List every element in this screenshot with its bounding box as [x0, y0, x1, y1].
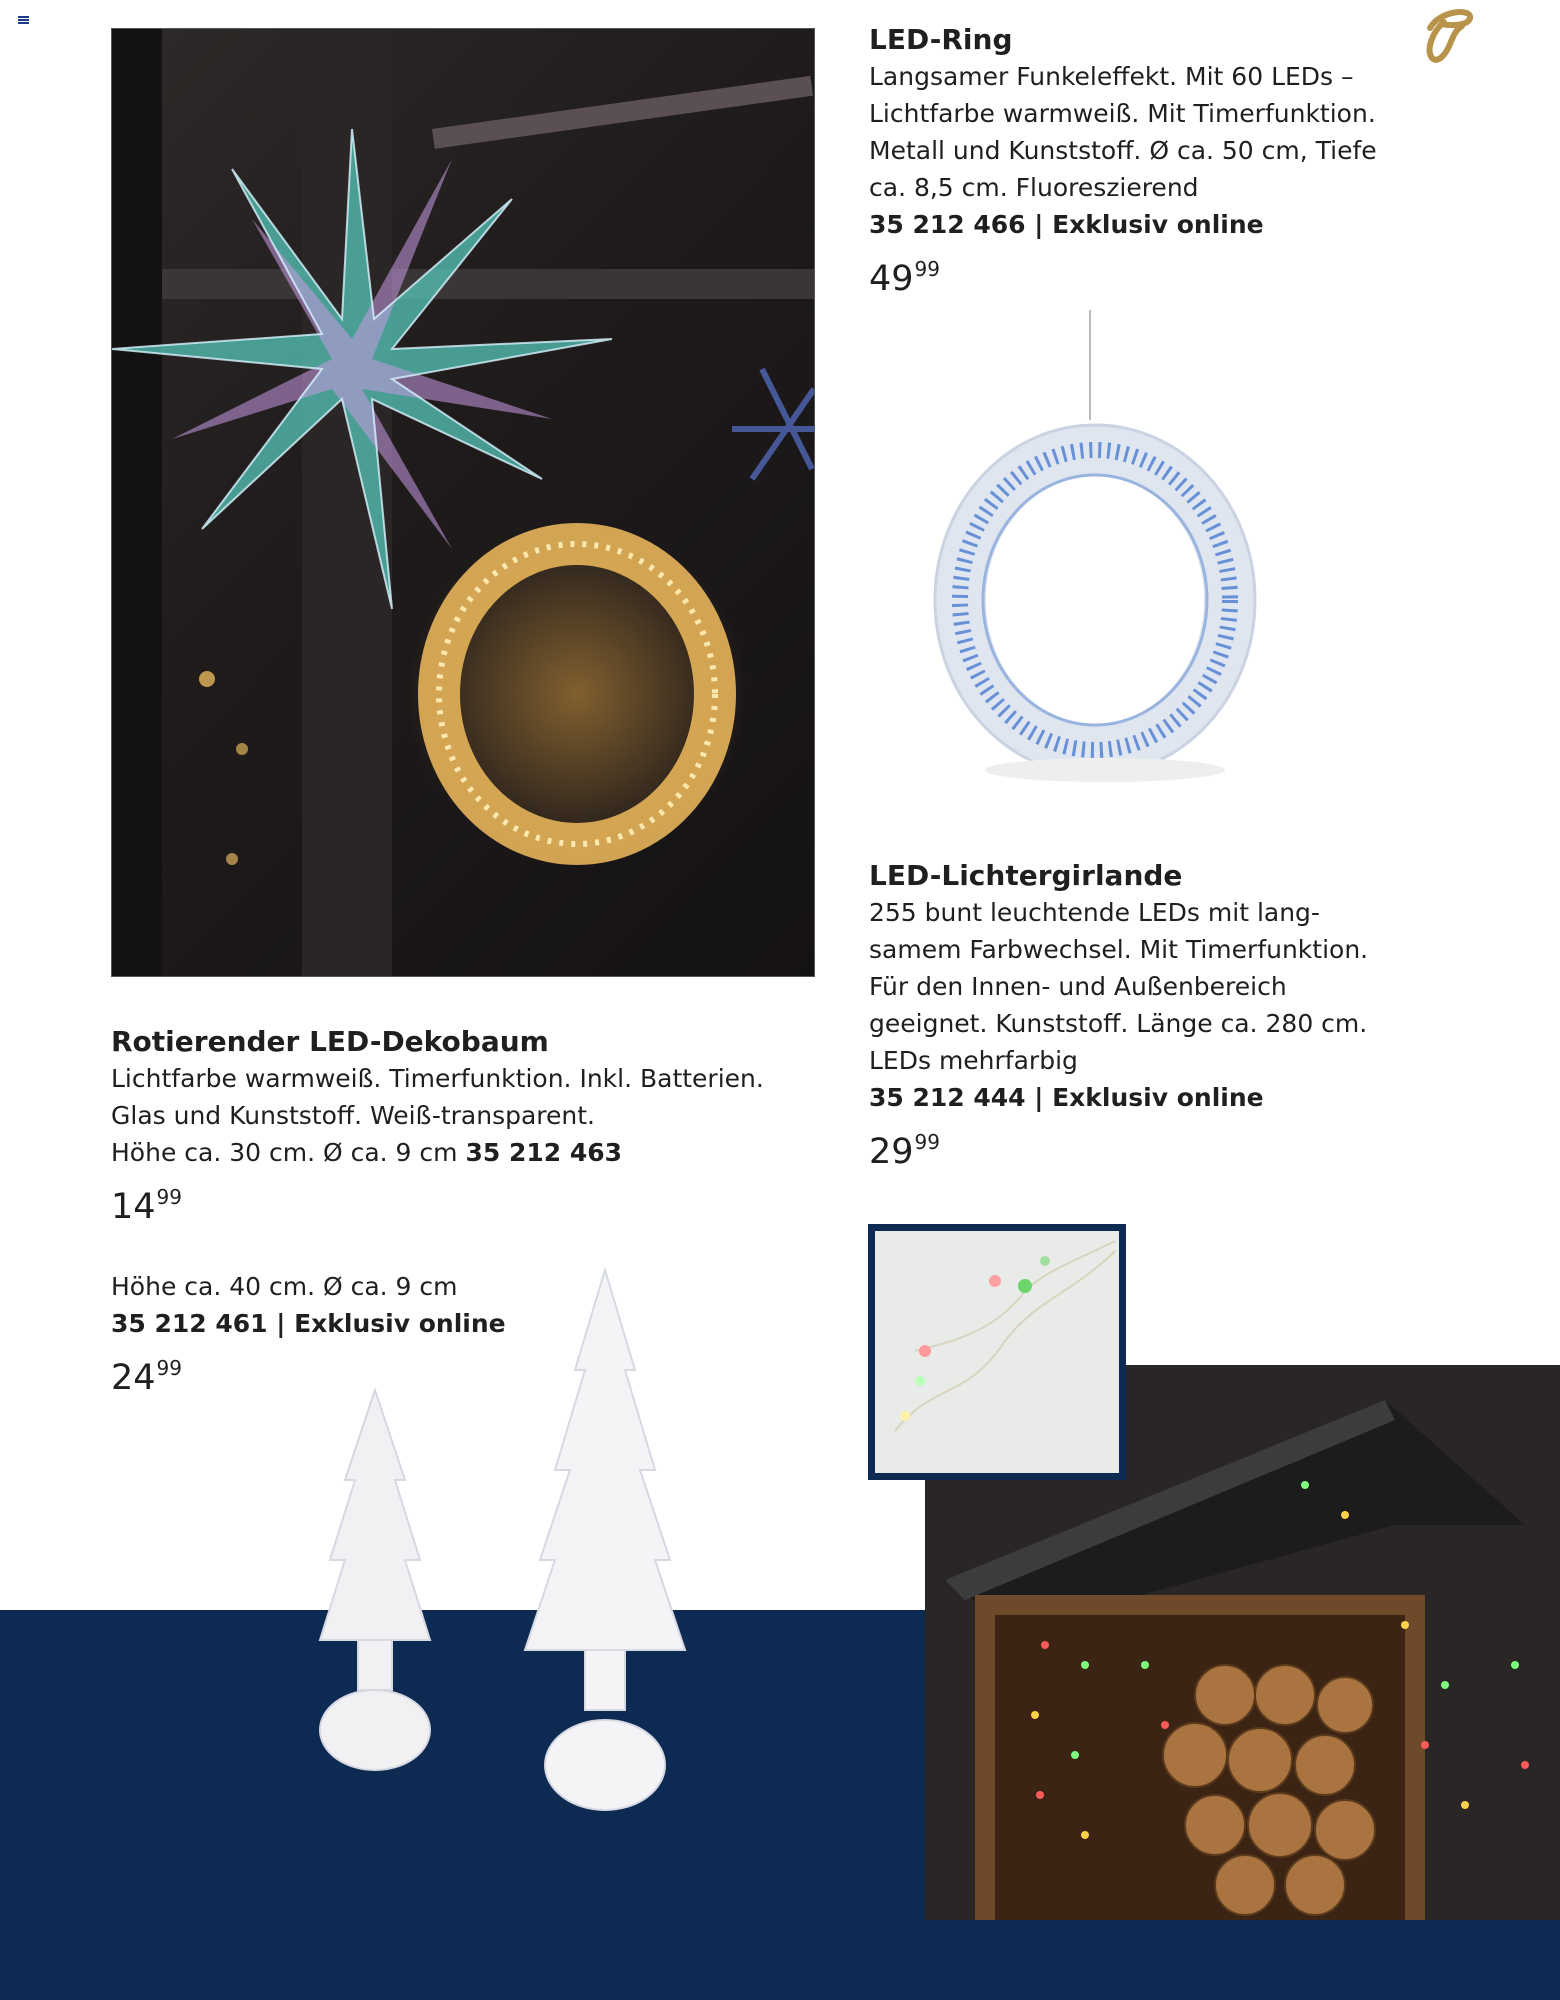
description-line: ca. 8,5 cm. Fluoreszierend [869, 173, 1199, 202]
description-line: Langsamer Funkeleffekt. Mit 60 LEDs – [869, 62, 1354, 91]
size-line: Höhe ca. 40 cm. Ø ca. 9 cm [111, 1272, 458, 1301]
product-title: LED-Ring [869, 23, 1013, 56]
price-main: 29 [869, 1132, 914, 1172]
menu-icon[interactable] [18, 16, 29, 24]
sku: 35 212 463 [465, 1138, 623, 1167]
description-line: Lichtfarbe warmweiß. Mit Timerfunktion. [869, 99, 1376, 128]
description-line: 255 bunt leuchtende LEDs mit lang- [869, 898, 1320, 927]
price [111, 1175, 831, 1229]
size-and-sku-line [111, 1134, 831, 1171]
price [869, 1120, 1469, 1174]
led-tree-info [111, 1024, 831, 1264]
led-garland-info [869, 858, 1469, 1209]
description-line: Metall und Kunststoff. Ø ca. 50 cm, Tiefe [869, 136, 1377, 165]
price [869, 247, 1469, 301]
price-main: 49 [869, 259, 914, 299]
description-line: Glas und Kunststoff. Weiß-transparent. [111, 1101, 595, 1130]
price-cents: 99 [914, 1130, 940, 1154]
star-and-ring-photo [111, 28, 815, 977]
price-cents: 99 [914, 257, 940, 281]
product-title: LED-Lichtergirlande [869, 859, 1183, 892]
price-main: 14 [111, 1187, 156, 1227]
description-line: Lichtfarbe warmweiß. Timerfunktion. Inkl. Batterien. [111, 1064, 764, 1093]
garland-closeup-photo [868, 1224, 1126, 1480]
product-title: Rotierender LED-Dekobaum [111, 1025, 549, 1058]
sku-line: 35 212 461 | Exklusiv online [111, 1309, 506, 1338]
price-main: 24 [111, 1358, 156, 1398]
description-line: geeignet. Kunststoff. Länge ca. 280 cm. [869, 1009, 1368, 1038]
led-ring-photo [925, 310, 1280, 800]
sku-line: 35 212 444 | Exklusiv online [869, 1083, 1264, 1112]
sku-line: 35 212 466 | Exklusiv online [869, 210, 1264, 239]
size-line: Höhe ca. 30 cm. Ø ca. 9 cm [111, 1138, 458, 1167]
led-ring-info [869, 22, 1469, 336]
description-line: Für den Innen- und Außenbereich [869, 972, 1287, 1001]
price-cents: 99 [156, 1356, 182, 1380]
led-trees-photo [300, 1260, 700, 1820]
price-cents: 99 [156, 1185, 182, 1209]
description-line: LEDs mehrfarbig [869, 1046, 1078, 1075]
description-line: samem Farbwechsel. Mit Timerfunktion. [869, 935, 1369, 964]
